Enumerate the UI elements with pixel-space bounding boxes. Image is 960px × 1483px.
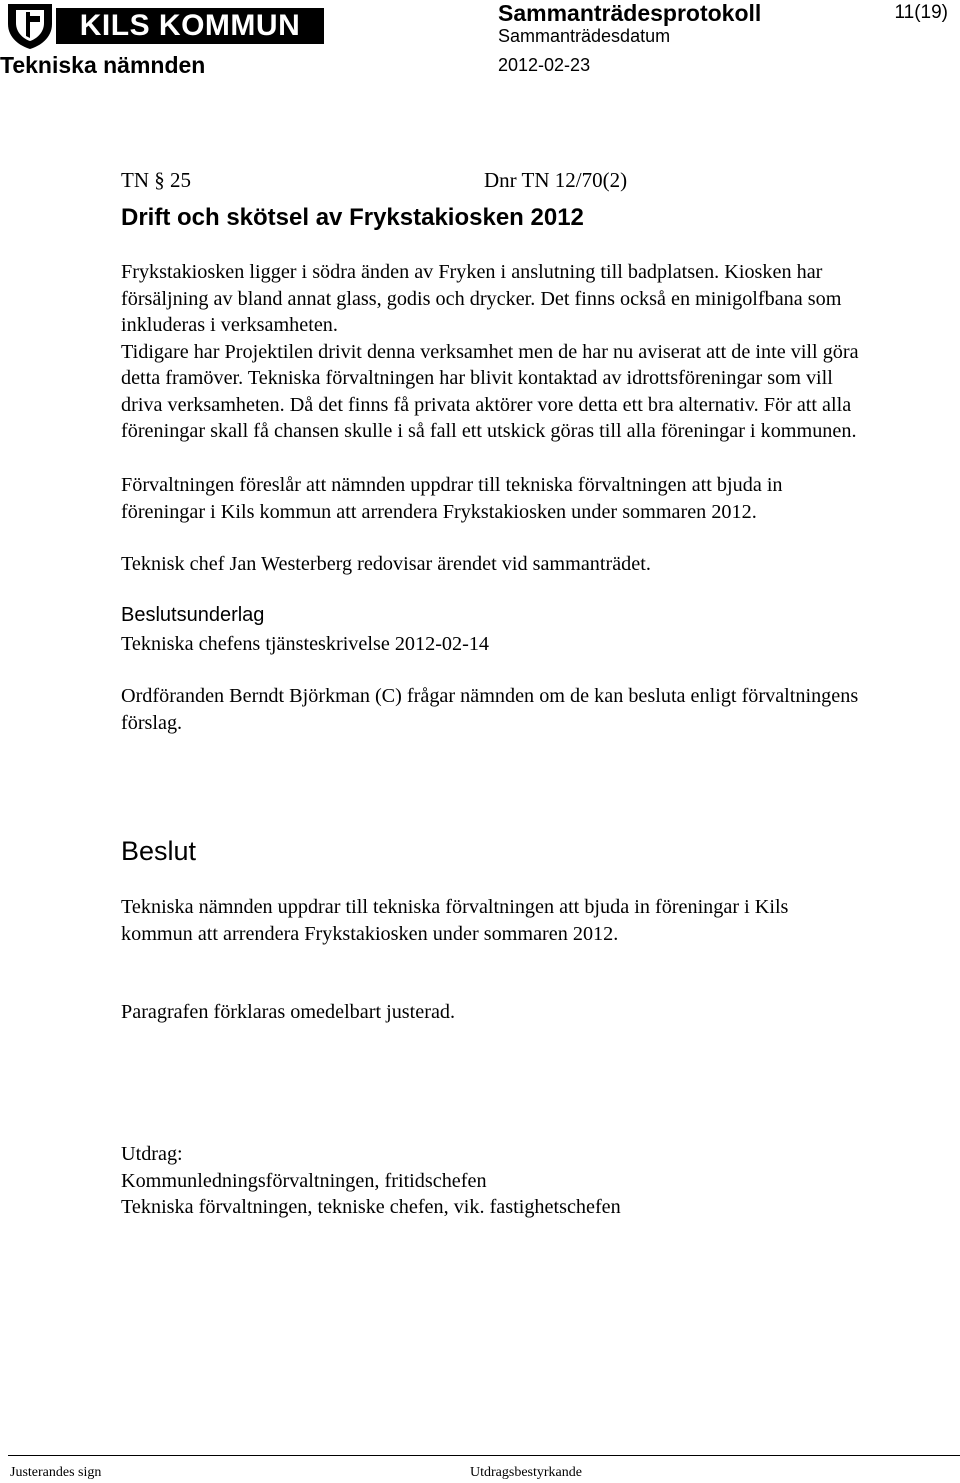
footer-divider — [8, 1455, 960, 1456]
text-line: föreningar i Kils kommun att arrendera Frykstakiosken under sommaren 2012. — [121, 500, 757, 523]
meeting-date-label: Sammanträdesdatum — [498, 26, 671, 46]
text-line: Förvaltningen föreslår att nämnden uppdrar till tekniska förvaltningen att bjuda in — [121, 474, 783, 496]
registration-number: Dnr TN 12/70(2) — [484, 168, 628, 192]
text-line: försäljning av bland annat glass, godis och drycker. Det finns också en minigolfbana som — [121, 287, 842, 310]
coat-of-arms-icon — [4, 2, 56, 50]
extract-certification-label: Utdragsbestyrkande — [470, 1465, 582, 1480]
extract-recipient: Tekniska förvaltningen, tekniske chefen, vik. fastighetschefen — [121, 1196, 621, 1218]
decision-heading: Beslut — [121, 836, 197, 866]
case-number: TN § 25 — [121, 168, 191, 192]
extract-recipient: Kommunledningsförvaltningen, fritidschefen — [121, 1169, 487, 1192]
basis-document: Tekniska chefens tjänsteskrivelse 2012-02-14 — [121, 633, 490, 655]
logo-text: KILS KOMMUN — [56, 8, 324, 44]
text-line: Frykstakiosken ligger i södra änden av Fryken i anslutning till badplatsen. Kiosken har — [121, 261, 823, 283]
chair-paragraph — [121, 683, 960, 736]
decision-paragraph — [121, 894, 960, 947]
extract-label: Utdrag: — [121, 1143, 183, 1165]
meeting-date-value: 2012-02-23 — [498, 55, 591, 75]
text-line: föreningar skall få chansen skulle i så fall ett utskick göras till alla föreningar i kommunen. — [121, 420, 857, 442]
text-line: detta framöver. Tekniska förvaltningen har blivit kontaktad av idrottsföreningar som vill — [121, 367, 833, 389]
text-line: inkluderas i verksamheten. — [121, 314, 338, 336]
text-line: kommun att arrendera Frykstakiosken under sommaren 2012. — [121, 922, 619, 945]
text-line: driva verksamheten. Då det finns få privata aktörer vore detta ett bra alternativ. För att alla — [121, 393, 852, 416]
adjuster-signature-label: Justerandes sign — [10, 1465, 102, 1480]
text-line: förslag. — [121, 711, 183, 734]
extract-section — [121, 1141, 960, 1221]
municipality-logo — [0, 2, 326, 50]
text-line: Tekniska nämnden uppdrar till tekniska förvaltningen att bjuda in föreningar i Kils — [121, 896, 789, 918]
document-type-title: Sammanträdesprotokoll — [498, 0, 762, 26]
intro-paragraph — [121, 259, 960, 445]
basis-heading: Beslutsunderlag — [121, 604, 265, 626]
case-title: Drift och skötsel av Frykstakiosken 2012 — [121, 204, 584, 231]
text-line: Tidigare har Projektilen drivit denna verksamhet men de har nu aviserat att de inte vill göra — [121, 340, 859, 363]
department-name: Tekniska nämnden — [0, 52, 206, 78]
presenter-paragraph: Teknisk chef Jan Westerberg redovisar ärendet vid sammanträdet. — [121, 553, 651, 575]
page-number: 11(19) — [894, 2, 948, 23]
proposal-paragraph — [121, 472, 960, 525]
text-line: Ordföranden Berndt Björkman (C) frågar nämnden om de kan besluta enligt förvaltningens — [121, 685, 859, 707]
adjusted-statement: Paragrafen förklaras omedelbart justerad. — [121, 1001, 456, 1023]
